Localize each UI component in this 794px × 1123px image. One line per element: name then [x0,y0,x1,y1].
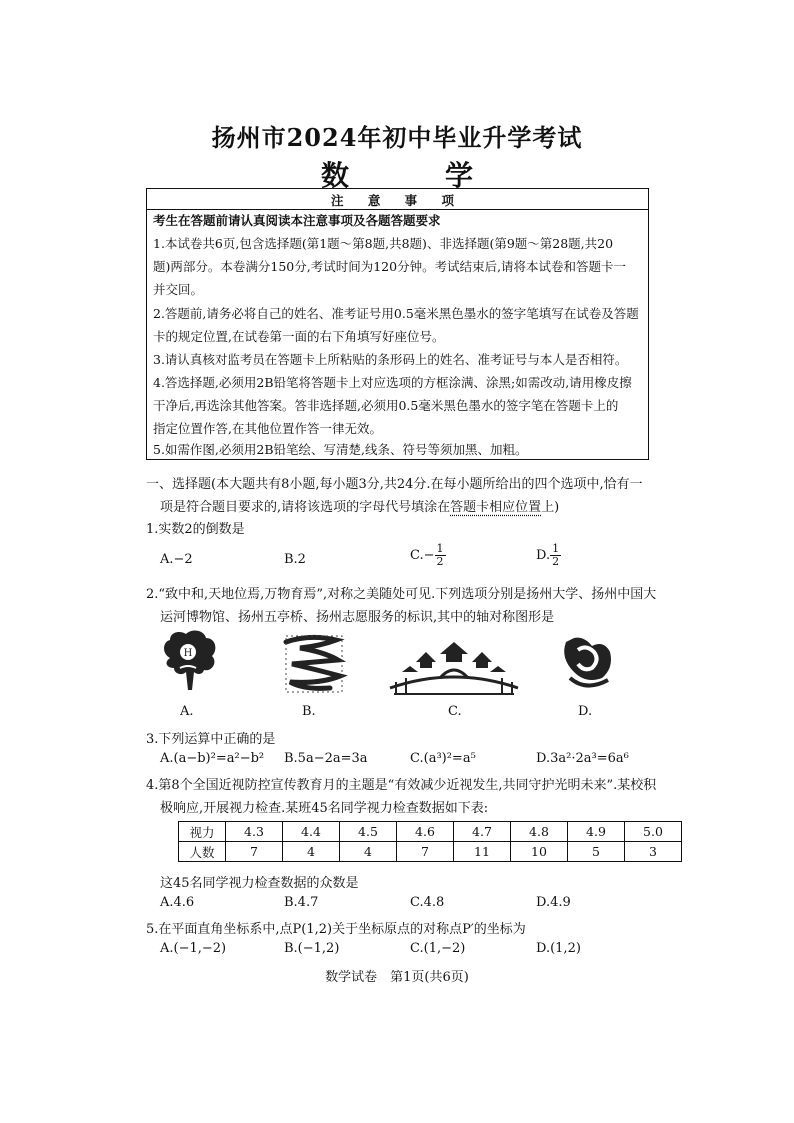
q2-label-c: C. [448,704,462,719]
notice-line: 干净后,再选涂其他答案。答非选择题,必须用0.5毫米黑色墨水的签字笔在答题卡上的 [153,398,619,413]
section-instruction-2 [160,496,559,515]
notice-intro: 考生在答题前请认真阅读本注意事项及各题答题要求 [153,213,441,228]
table-cell: 4 [283,842,340,862]
fraction-numerator: 1 [552,542,560,555]
table-cell: 4.4 [283,822,340,842]
q5-option-d: D.(1,2) [536,941,581,956]
q1-option-d-prefix: D. [536,548,551,563]
q1-option-d [536,543,561,568]
table-header-cell: 人数 [179,842,226,862]
q5-option-b: B.(−1,2) [284,941,340,956]
table-row [179,822,682,842]
vision-table [178,821,682,862]
svg-text:H: H [183,648,193,659]
q4-option-c: C.4.8 [410,895,445,910]
question-2-stem-2: 运河博物馆、扬州五亭桥、扬州志愿服务的标识,其中的轴对称图形是 [160,610,555,625]
fraction [550,543,561,568]
page-footer: 数学试卷 第1页(共6页) [325,970,469,985]
q4-option-b: B.4.7 [284,895,319,910]
q1-option-a: A.−2 [160,552,193,567]
table-cell: 3 [625,842,682,862]
five-pavilion-bridge-icon [386,638,522,702]
yangzhou-university-logo-icon [158,628,222,698]
exam-title: 扬州市2024年初中毕业升学考试 [211,123,583,152]
notice-box [146,188,649,460]
table-cell: 5 [568,842,625,862]
fraction-denominator: 2 [552,555,560,568]
table-cell: 4.3 [226,822,283,842]
q2-label-b: B. [302,704,316,719]
q1-option-c [410,543,446,568]
table-cell: 4.5 [340,822,397,842]
notice-line: 指定位置作答,在其他位置作答一律无效。 [153,421,382,436]
table-cell: 4.8 [511,822,568,842]
q5-option-a: A.(−1,−2) [160,941,227,956]
q4-option-d: D.4.9 [536,895,571,910]
notice-divider [147,209,648,210]
question-4-stem-2: 极响应,开展视力检查.某班45名同学视力检查数据如下表: [160,801,489,816]
fraction-denominator: 2 [436,555,444,568]
table-cell: 4 [340,842,397,862]
table-cell: 7 [397,842,454,862]
section-text: 上) [541,500,560,515]
table-cell: 7 [226,842,283,862]
notice-line: 3.请认真核对监考员在答题卡上所粘贴的条形码上的姓名、准考证号与本人是否相符。 [153,352,628,367]
question-2-stem: 2.“致中和,天地位焉,万物育焉”,对称之美随处可见.下列选项分别是扬州大学、扬州中国大 [146,587,657,602]
question-5-stem: 5.在平面直角坐标系中,点P(1,2)关于坐标原点的对称点P′的坐标为 [146,922,526,937]
volunteer-service-logo-icon [556,628,616,696]
table-cell: 4.9 [568,822,625,842]
q3-option-a: A.(a−b)²=a²−b² [160,751,265,766]
question-1-stem: 1.实数2的倒数是 [146,522,245,537]
notice-line: 并交回。 [153,282,204,297]
notice-line: 1.本试卷共6页,包含选择题(第1题～第8题,共8题)、非选择题(第9题～第28题,共20 [153,236,614,251]
notice-line: 卡的规定位置,在试卷第一面的右下角填写好座位号。 [153,329,445,344]
q1-option-b: B.2 [284,552,306,567]
table-cell: 4.7 [454,822,511,842]
q3-option-d: D.3a²·2a³=6a⁶ [536,751,629,766]
notice-line: 题)两部分。本卷满分150分,考试时间为120分钟。考试结束后,请将本试卷和答题卡一 [153,259,627,274]
section-instruction: 一、选择题(本大题共有8小题,每小题3分,共24分.在每小题所给出的四个选项中,恰有一 [146,477,643,492]
q2-label-a: A. [180,704,194,719]
notice-heading: 注 意 事 项 [330,193,465,208]
canal-museum-logo-icon [280,632,348,696]
q3-option-b: B.5a−2a=3a [284,751,368,766]
notice-line: 2.答题前,请务必将自己的姓名、准考证号用0.5毫米黑色墨水的签字笔填写在试卷及答题 [153,306,639,321]
notice-line: 5.如需作图,必须用2B铅笔绘、写清楚,线条、符号等须加黑、加粗。 [153,442,528,457]
section-emphasis: 答题卡相应位置 [450,500,542,515]
question-3-stem: 3.下列运算中正确的是 [146,732,276,747]
q5-option-c: C.(1,−2) [410,941,466,956]
table-cell: 4.6 [397,822,454,842]
question-4-ask: 这45名同学视力检查数据的众数是 [160,876,359,891]
q4-option-a: A.4.6 [160,895,195,910]
section-text: 项是符合题目要求的,请将该选项的字母代号填涂在 [160,500,451,515]
q1-option-c-prefix: C.− [410,548,435,563]
table-cell: 10 [511,842,568,862]
fraction-numerator: 1 [436,542,444,555]
subject-title: 数 学 [320,159,507,192]
table-cell: 11 [454,842,511,862]
table-header-cell: 视力 [179,822,226,842]
table-cell: 5.0 [625,822,682,842]
notice-line: 4.答选择题,必须用2B铅笔将答题卡上对应选项的方框涂满、涂黑;如需改动,请用橡皮擦 [153,375,632,390]
table-row [179,842,682,862]
q2-label-d: D. [578,704,593,719]
q3-option-c: C.(a³)²=a⁵ [410,751,476,766]
question-4-stem: 4.第8个全国近视防控宣传教育月的主题是“有效减少近视发生,共同守护光明未来”.某校积 [146,778,657,793]
fraction [435,543,446,568]
